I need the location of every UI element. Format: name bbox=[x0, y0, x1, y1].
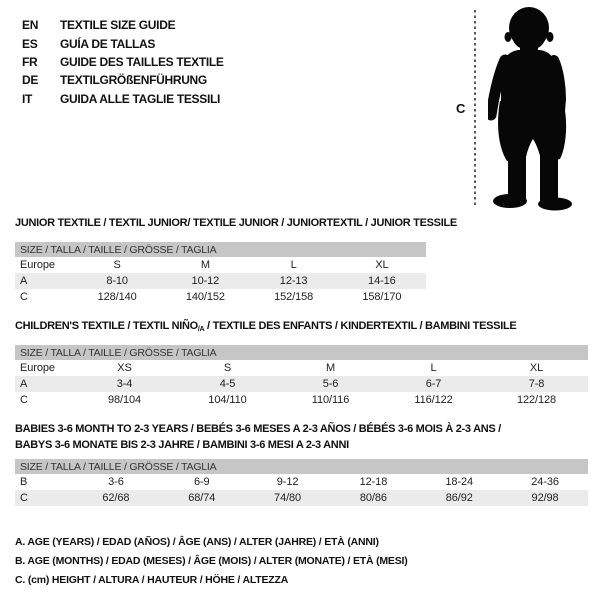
cell: 128/140 bbox=[97, 291, 137, 303]
cell: 4-5 bbox=[176, 376, 279, 392]
row-label: C bbox=[20, 394, 28, 406]
size-header-row bbox=[15, 242, 426, 257]
cell: 152/158 bbox=[274, 291, 314, 303]
height-measure-label: C bbox=[456, 101, 466, 116]
cell: 5-6 bbox=[279, 376, 382, 392]
cell: 62/68 bbox=[73, 490, 159, 506]
cell: 6-9 bbox=[193, 476, 210, 488]
babies-size-table bbox=[15, 459, 588, 506]
cell: S bbox=[113, 259, 121, 271]
cell: M bbox=[325, 362, 336, 374]
note-b: B. AGE (MONTHS) / EDAD (MESES) / ÂGE (MOIS) / ALTER (MONATE) / ETÀ (MESI) bbox=[15, 555, 408, 568]
cell: L bbox=[290, 259, 297, 271]
language-list bbox=[22, 16, 224, 108]
children-title-before: CHILDREN'S TEXTILE / TEXTIL NIÑO bbox=[15, 320, 198, 332]
language-row-de bbox=[22, 71, 224, 89]
toddler-silhouette-icon bbox=[488, 5, 598, 213]
cell: XL bbox=[375, 259, 389, 271]
note-a: A. AGE (YEARS) / EDAD (AÑOS) / ÂGE (ANS) / ALTER (JAHRE) / ETÀ (ANNI) bbox=[15, 536, 379, 548]
row-label: Europe bbox=[20, 362, 55, 374]
junior-table-title: JUNIOR TEXTILE / TEXTIL JUNIOR/ TEXTILE JUNIOR / JUNIORTEXTIL / JUNIOR TESSILE bbox=[15, 217, 457, 229]
babies-title-line1: BABIES 3-6 MONTH TO 2-3 YEARS / BEBÉS 3-6 MESES A 2-3 AÑOS / BÉBÉS 3-6 MOIS À 2-3 ANS / bbox=[15, 423, 501, 435]
row-label: C bbox=[15, 490, 73, 506]
language-row-en bbox=[22, 16, 224, 34]
height-measure-line bbox=[474, 10, 476, 208]
table-row bbox=[15, 376, 588, 392]
children-title-sub: /A bbox=[197, 326, 205, 333]
cell: S bbox=[223, 362, 232, 374]
children-title-after: / TEXTILE DES ENFANTS / KINDERTEXTIL / BAMBINI TESSILE bbox=[204, 320, 517, 332]
language-code: FR bbox=[22, 54, 38, 69]
cell: 10-12 bbox=[161, 273, 249, 289]
size-header-row bbox=[15, 459, 588, 474]
table-row bbox=[15, 474, 588, 490]
cell: 158/170 bbox=[362, 291, 402, 303]
cell: 18-24 bbox=[445, 476, 474, 488]
size-header-label: SIZE / TALLA / TAILLE / GRÖSSE / TAGLIA bbox=[15, 459, 588, 474]
cell: 122/128 bbox=[516, 394, 557, 406]
cell: 9-12 bbox=[276, 476, 299, 488]
cell: XL bbox=[529, 362, 544, 374]
note-c: C. (cm) HEIGHT / ALTURA / HAUTEUR / HÖHE / ALTEZZA bbox=[15, 574, 289, 587]
row-label: B bbox=[20, 476, 28, 488]
legend-notes bbox=[15, 533, 408, 591]
table-row bbox=[15, 392, 588, 408]
cell: 86/92 bbox=[416, 490, 502, 506]
language-label: GUIDA ALLE TAGLIE TESSILI bbox=[60, 91, 221, 106]
cell: 104/110 bbox=[208, 394, 247, 406]
cell: 3-6 bbox=[108, 476, 124, 488]
cell: XS bbox=[117, 362, 132, 374]
babies-title-line2: BABYS 3-6 MONATE BIS 2-3 JAHRE / BAMBINI 3-6 MESI A 2-3 ANNI bbox=[15, 438, 349, 451]
cell: 24-36 bbox=[531, 476, 559, 488]
cell: M bbox=[200, 259, 210, 271]
table-row bbox=[15, 273, 426, 289]
size-header-label: SIZE / TALLA / TAILLE / GRÖSSE / TAGLIA bbox=[15, 242, 426, 257]
cell: 74/80 bbox=[245, 490, 331, 506]
language-code: IT bbox=[22, 91, 33, 106]
children-size-table bbox=[15, 345, 588, 408]
cell: 68/74 bbox=[159, 490, 245, 506]
cell: 3-4 bbox=[73, 376, 176, 392]
table-row bbox=[15, 360, 588, 376]
cell: 12-18 bbox=[359, 476, 388, 488]
table-row bbox=[15, 257, 426, 273]
language-row-it bbox=[22, 90, 224, 108]
language-label: TEXTILGRÖßENFÜHRUNG bbox=[60, 73, 207, 88]
cell: 7-8 bbox=[485, 376, 588, 392]
cell: 92/98 bbox=[502, 490, 588, 506]
language-code: DE bbox=[22, 73, 39, 88]
language-row-fr bbox=[22, 53, 224, 71]
table-row bbox=[15, 289, 426, 305]
language-code: ES bbox=[22, 36, 38, 51]
cell: 98/104 bbox=[107, 394, 142, 406]
cell: 116/122 bbox=[414, 394, 453, 406]
cell: 80/86 bbox=[330, 490, 416, 506]
cell: 14-16 bbox=[338, 273, 426, 289]
table-row bbox=[15, 490, 588, 506]
babies-table-title bbox=[15, 422, 501, 453]
junior-size-table bbox=[15, 242, 426, 305]
cell: L bbox=[430, 362, 437, 374]
language-row-es bbox=[22, 34, 224, 52]
row-label: A bbox=[15, 376, 73, 392]
size-header-row bbox=[15, 345, 588, 360]
row-label: Europe bbox=[20, 259, 55, 271]
size-header-label: SIZE / TALLA / TAILLE / GRÖSSE / TAGLIA bbox=[15, 345, 588, 360]
cell: 8-10 bbox=[73, 273, 161, 289]
cell: 12-13 bbox=[250, 273, 338, 289]
row-label: A bbox=[15, 273, 73, 289]
cell: 110/116 bbox=[311, 394, 350, 406]
cell: 140/152 bbox=[185, 291, 225, 303]
cell: 6-7 bbox=[382, 376, 485, 392]
language-label: GUIDE DES TAILLES TEXTILE bbox=[60, 54, 224, 69]
language-code: EN bbox=[22, 18, 39, 33]
children-table-title bbox=[15, 320, 516, 333]
language-label: TEXTILE SIZE GUIDE bbox=[60, 18, 176, 33]
row-label: C bbox=[20, 291, 28, 303]
language-label: GUÍA DE TALLAS bbox=[60, 36, 156, 51]
